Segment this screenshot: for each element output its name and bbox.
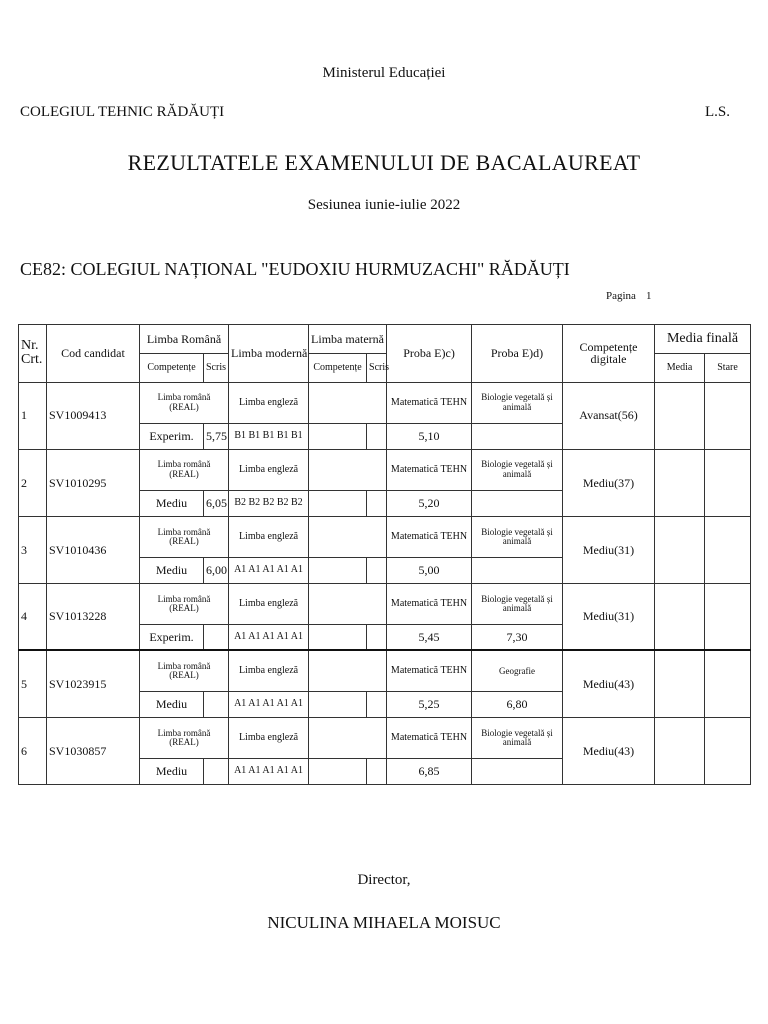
materna-competence	[309, 692, 367, 718]
row-number: 5	[19, 650, 47, 717]
final-media	[655, 449, 705, 516]
final-status	[705, 650, 751, 717]
proba-ed-subject: Biologie vegetală și animală	[472, 583, 563, 624]
moderna-competence: A1 A1 A1 A1 A1	[229, 625, 309, 651]
header-limba-romana: Limba Română	[140, 325, 229, 354]
candidate-row	[19, 717, 751, 758]
candidate-row	[19, 449, 751, 490]
moderna-subject: Limba engleză	[229, 382, 309, 423]
candidate-row	[19, 583, 751, 624]
romana-competence: Mediu	[140, 759, 204, 785]
moderna-competence: A1 A1 A1 A1 A1	[229, 692, 309, 718]
romana-competence: Mediu	[140, 491, 204, 517]
romana-competence: Mediu	[140, 692, 204, 718]
materna-subject	[309, 449, 387, 490]
proba-ed-subject: Biologie vegetală și animală	[472, 516, 563, 557]
materna-written-grade	[367, 692, 387, 718]
final-media	[655, 717, 705, 784]
materna-written-grade	[367, 491, 387, 517]
proba-ec-subject: Matematică TEHN	[387, 650, 472, 691]
romana-subject: Limba română (REAL)	[140, 449, 229, 490]
romana-subject: Limba română (REAL)	[140, 516, 229, 557]
exam-center: CE82: COLEGIUL NAȚIONAL "EUDOXIU HURMUZACHI" RĂDĂUȚI	[20, 259, 570, 279]
header-row-1	[19, 325, 751, 354]
proba-ec-grade: 5,20	[387, 491, 472, 517]
romana-written-grade: 5,75	[204, 424, 229, 450]
proba-ec-grade: 6,85	[387, 759, 472, 785]
romana-written-grade	[204, 625, 229, 651]
header-proba-ec: Proba E)c)	[387, 325, 472, 383]
moderna-competence: B2 B2 B2 B2 B2	[229, 491, 309, 517]
header-scris: Scris	[204, 353, 229, 382]
proba-ec-subject: Matematică TEHN	[387, 449, 472, 490]
digital-competence: Mediu(31)	[563, 516, 655, 583]
header-competente-materna: Competențe	[309, 353, 367, 382]
candidate-code: SV1010295	[47, 449, 140, 516]
director-label: Director,	[357, 872, 411, 888]
candidate-code: SV1023915	[47, 650, 140, 717]
romana-written-grade	[204, 759, 229, 785]
digital-competence: Mediu(31)	[563, 583, 655, 650]
proba-ed-subject: Biologie vegetală și animală	[472, 382, 563, 423]
proba-ed-grade	[472, 759, 563, 785]
header-nr: Nr. Crt.	[19, 325, 47, 383]
romana-written-grade: 6,00	[204, 558, 229, 584]
candidate-code: SV1010436	[47, 516, 140, 583]
proba-ec-grade: 5,25	[387, 692, 472, 718]
header-cod: Cod candidat	[47, 325, 140, 383]
materna-written-grade	[367, 424, 387, 450]
materna-competence	[309, 558, 367, 584]
romana-subject: Limba română (REAL)	[140, 583, 229, 624]
moderna-subject: Limba engleză	[229, 449, 309, 490]
proba-ed-subject: Biologie vegetală și animală	[472, 717, 563, 758]
final-media	[655, 650, 705, 717]
materna-subject	[309, 516, 387, 557]
moderna-competence: B1 B1 B1 B1 B1	[229, 424, 309, 450]
candidate-code: SV1013228	[47, 583, 140, 650]
materna-competence	[309, 625, 367, 651]
header-competente-digitale: Competențe digitale	[563, 325, 655, 383]
moderna-subject: Limba engleză	[229, 717, 309, 758]
school-name: COLEGIUL TEHNIC RĂDĂUȚI	[20, 104, 225, 120]
header-stare: Stare	[705, 353, 751, 382]
row-number: 1	[19, 382, 47, 449]
proba-ec-subject: Matematică TEHN	[387, 516, 472, 557]
final-status	[705, 382, 751, 449]
document-title: REZULTATELE EXAMENULUI DE BACALAUREAT	[127, 150, 641, 175]
results-table	[18, 324, 751, 785]
proba-ec-subject: Matematică TEHN	[387, 382, 472, 423]
materna-subject	[309, 717, 387, 758]
final-status	[705, 717, 751, 784]
final-media	[655, 382, 705, 449]
romana-competence: Experim.	[140, 424, 204, 450]
proba-ed-grade	[472, 424, 563, 450]
romana-competence: Mediu	[140, 558, 204, 584]
romana-written-grade	[204, 692, 229, 718]
materna-competence	[309, 759, 367, 785]
materna-competence	[309, 424, 367, 450]
header-scris-materna: Scris	[367, 353, 387, 382]
digital-competence: Mediu(37)	[563, 449, 655, 516]
materna-competence	[309, 491, 367, 517]
digital-competence: Mediu(43)	[563, 717, 655, 784]
proba-ed-grade	[472, 491, 563, 517]
moderna-competence: A1 A1 A1 A1 A1	[229, 558, 309, 584]
row-number: 2	[19, 449, 47, 516]
final-media	[655, 516, 705, 583]
row-number: 3	[19, 516, 47, 583]
candidate-code: SV1030857	[47, 717, 140, 784]
materna-written-grade	[367, 625, 387, 651]
romana-written-grade: 6,05	[204, 491, 229, 517]
proba-ec-subject: Matematică TEHN	[387, 583, 472, 624]
proba-ed-subject: Geografie	[472, 650, 563, 691]
header-limba-moderna: Limba modernă	[229, 325, 309, 383]
moderna-subject: Limba engleză	[229, 516, 309, 557]
candidate-row	[19, 516, 751, 557]
materna-written-grade	[367, 558, 387, 584]
proba-ec-grade: 5,00	[387, 558, 472, 584]
row-number: 4	[19, 583, 47, 650]
romana-subject: Limba română (REAL)	[140, 650, 229, 691]
proba-ed-grade: 7,30	[472, 625, 563, 651]
header-competente: Competențe	[140, 353, 204, 382]
proba-ec-grade: 5,45	[387, 625, 472, 651]
proba-ed-grade	[472, 558, 563, 584]
session-label: Sesiunea iunie-iulie 2022	[307, 197, 461, 213]
proba-ed-subject: Biologie vegetală și animală	[472, 449, 563, 490]
romana-subject: Limba română (REAL)	[140, 717, 229, 758]
proba-ed-grade: 6,80	[472, 692, 563, 718]
final-status	[705, 516, 751, 583]
header-limba-materna: Limba maternă	[309, 325, 387, 354]
page-indicator: Pagina 1	[606, 290, 652, 302]
director-name: NICULINA MIHAELA MOISUC	[267, 913, 501, 932]
header-media: Media	[655, 353, 705, 382]
candidate-code: SV1009413	[47, 382, 140, 449]
proba-ec-grade: 5,10	[387, 424, 472, 450]
final-status	[705, 449, 751, 516]
digital-competence: Avansat(56)	[563, 382, 655, 449]
romana-subject: Limba română (REAL)	[140, 382, 229, 423]
candidate-row	[19, 382, 751, 423]
materna-subject	[309, 583, 387, 624]
seal-label: L.S.	[704, 104, 730, 120]
materna-subject	[309, 382, 387, 423]
moderna-subject: Limba engleză	[229, 650, 309, 691]
candidate-row	[19, 650, 751, 691]
final-status	[705, 583, 751, 650]
row-number: 6	[19, 717, 47, 784]
moderna-subject: Limba engleză	[229, 583, 309, 624]
header-proba-ed: Proba E)d)	[472, 325, 563, 383]
ministry-heading: Ministerul Educației	[322, 65, 446, 81]
materna-subject	[309, 650, 387, 691]
moderna-competence: A1 A1 A1 A1 A1	[229, 759, 309, 785]
materna-written-grade	[367, 759, 387, 785]
final-media	[655, 583, 705, 650]
proba-ec-subject: Matematică TEHN	[387, 717, 472, 758]
romana-competence: Experim.	[140, 625, 204, 651]
digital-competence: Mediu(43)	[563, 650, 655, 717]
header-media-finala: Media finală	[655, 325, 751, 354]
